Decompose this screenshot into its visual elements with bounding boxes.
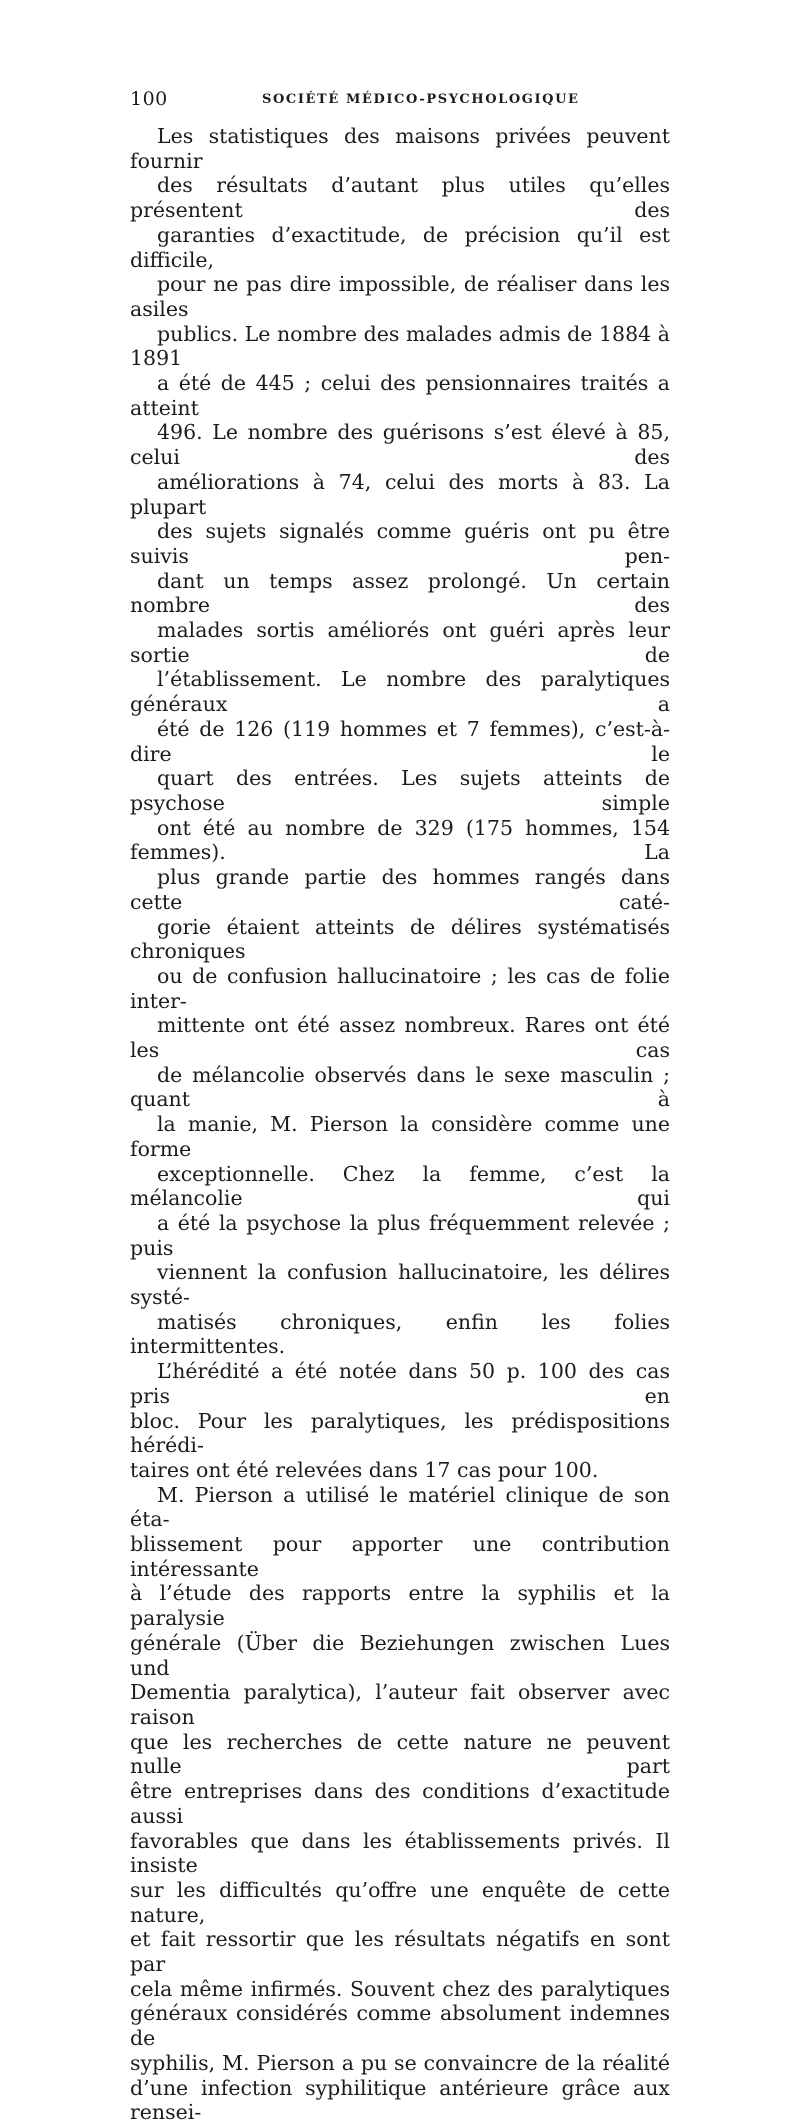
text-line: d’une infection syphilitique antérieure grâce aux rensei- [130, 2075, 670, 2125]
text-line: que les recherches de cette nature ne peuvent nulle part [130, 1729, 670, 1779]
text-line: pour ne pas dire impossible, de réaliser dans les asiles [130, 272, 670, 321]
text-line: de mélancolie observés dans le sexe masculin ; quant à [130, 1062, 670, 1112]
text-line: gorie étaient atteints de délires systématisés chroniques [130, 914, 670, 964]
running-head [130, 88, 670, 116]
text-line: l’établissement. Le nombre des paralytiques généraux a [130, 667, 670, 717]
text-line: cela même infirmés. Souvent chez des paralytiques [130, 1976, 670, 2001]
text-line: plus grande partie des hommes rangés dans cette caté- [130, 865, 670, 914]
text-line: dant un temps assez prolongé. Un certain nombre des [130, 568, 670, 618]
text-line: taires ont été relevées dans 17 cas pour 100. [130, 1457, 599, 1482]
text-line: exceptionnelle. Chez la femme, c’est la mélancolie qui [130, 1161, 670, 1211]
text-line: favorables que dans les établissements privés. Il insiste [130, 1828, 670, 1878]
text-line: publics. Le nombre des malades admis de 1884 à 1891 [130, 321, 670, 371]
paragraph-statistics [130, 124, 670, 1359]
text-line: malades sortis améliorés ont guéri après leur sortie de [130, 618, 670, 667]
text-line: améliorations à 74, celui des morts à 83. La plupart [130, 469, 670, 519]
text-line: sur les difficultés qu’offre une enquête de cette nature, [130, 1877, 670, 1927]
text-line: viennent la confusion hallucinatoire, les délires systé- [130, 1260, 670, 1310]
text-line: généraux considérés comme absolument indemnes de [130, 2001, 670, 2051]
text-line: garanties d’exactitude, de précision qu’il est difficile, [130, 222, 670, 272]
text-line: M. Pierson a utilisé le matériel clinique de son éta- [130, 1482, 670, 1532]
text-line: être entreprises dans des conditions d’exactitude aussi [130, 1779, 670, 1828]
text-line: des sujets signalés comme guéris ont pu être suivis pen- [130, 519, 670, 568]
text-line: blissement pour apporter une contribution intéressante [130, 1532, 670, 1581]
text-line: ou de confusion hallucinatoire ; les cas de folie inter- [130, 963, 670, 1013]
paragraph-heredity [130, 1359, 670, 1483]
text-line: ont été au nombre de 329 (175 hommes, 154 femmes). La [130, 815, 670, 865]
journal-title: SOCIÉTÉ MÉDICO-PSYCHOLOGIQUE [262, 92, 580, 107]
text-line: générale (Über die Beziehungen zwischen Lues und [130, 1630, 670, 1680]
text-line: quart des entrées. Les sujets atteints de psychose simple [130, 766, 670, 815]
text-line: et fait ressortir que les résultats négatifs en sont par [130, 1927, 670, 1977]
text-line: bloc. Pour les paralytiques, les prédispositions hérédi- [130, 1408, 670, 1458]
text-line: L’hérédité a été notée dans 50 p. 100 des cas pris en [130, 1359, 670, 1408]
text-line: à l’étude des rapports entre la syphilis et la paralysie [130, 1581, 670, 1631]
text-line: Les statistiques des maisons privées peuvent fournir [130, 124, 670, 173]
paragraph-syphilis-study [130, 1483, 670, 2125]
page-number: 100 [130, 88, 168, 110]
text-line: la manie, M. Pierson la considère comme une forme [130, 1112, 670, 1161]
text-line: 496. Le nombre des guérisons s’est élevé à 85, celui des [130, 420, 670, 470]
text-line: Dementia paralytica), l’auteur fait observer avec raison [130, 1680, 670, 1729]
text-line: matisés chroniques, enfin les folies intermittentes. [130, 1309, 670, 1359]
page [130, 88, 670, 2125]
text-line: syphilis, M. Pierson a pu se convaincre de la réalité [130, 2050, 670, 2075]
text-line: été de 126 (119 hommes et 7 femmes), c’est-à-dire le [130, 716, 670, 766]
text-line: mittente ont été assez nombreux. Rares ont été les cas [130, 1013, 670, 1063]
text-line: a été de 445 ; celui des pensionnaires traités a atteint [130, 371, 670, 420]
text-line: des résultats d’autant plus utiles qu’elles présentent des [130, 173, 670, 223]
text-line: a été la psychose la plus fréquemment relevée ; puis [130, 1210, 670, 1260]
